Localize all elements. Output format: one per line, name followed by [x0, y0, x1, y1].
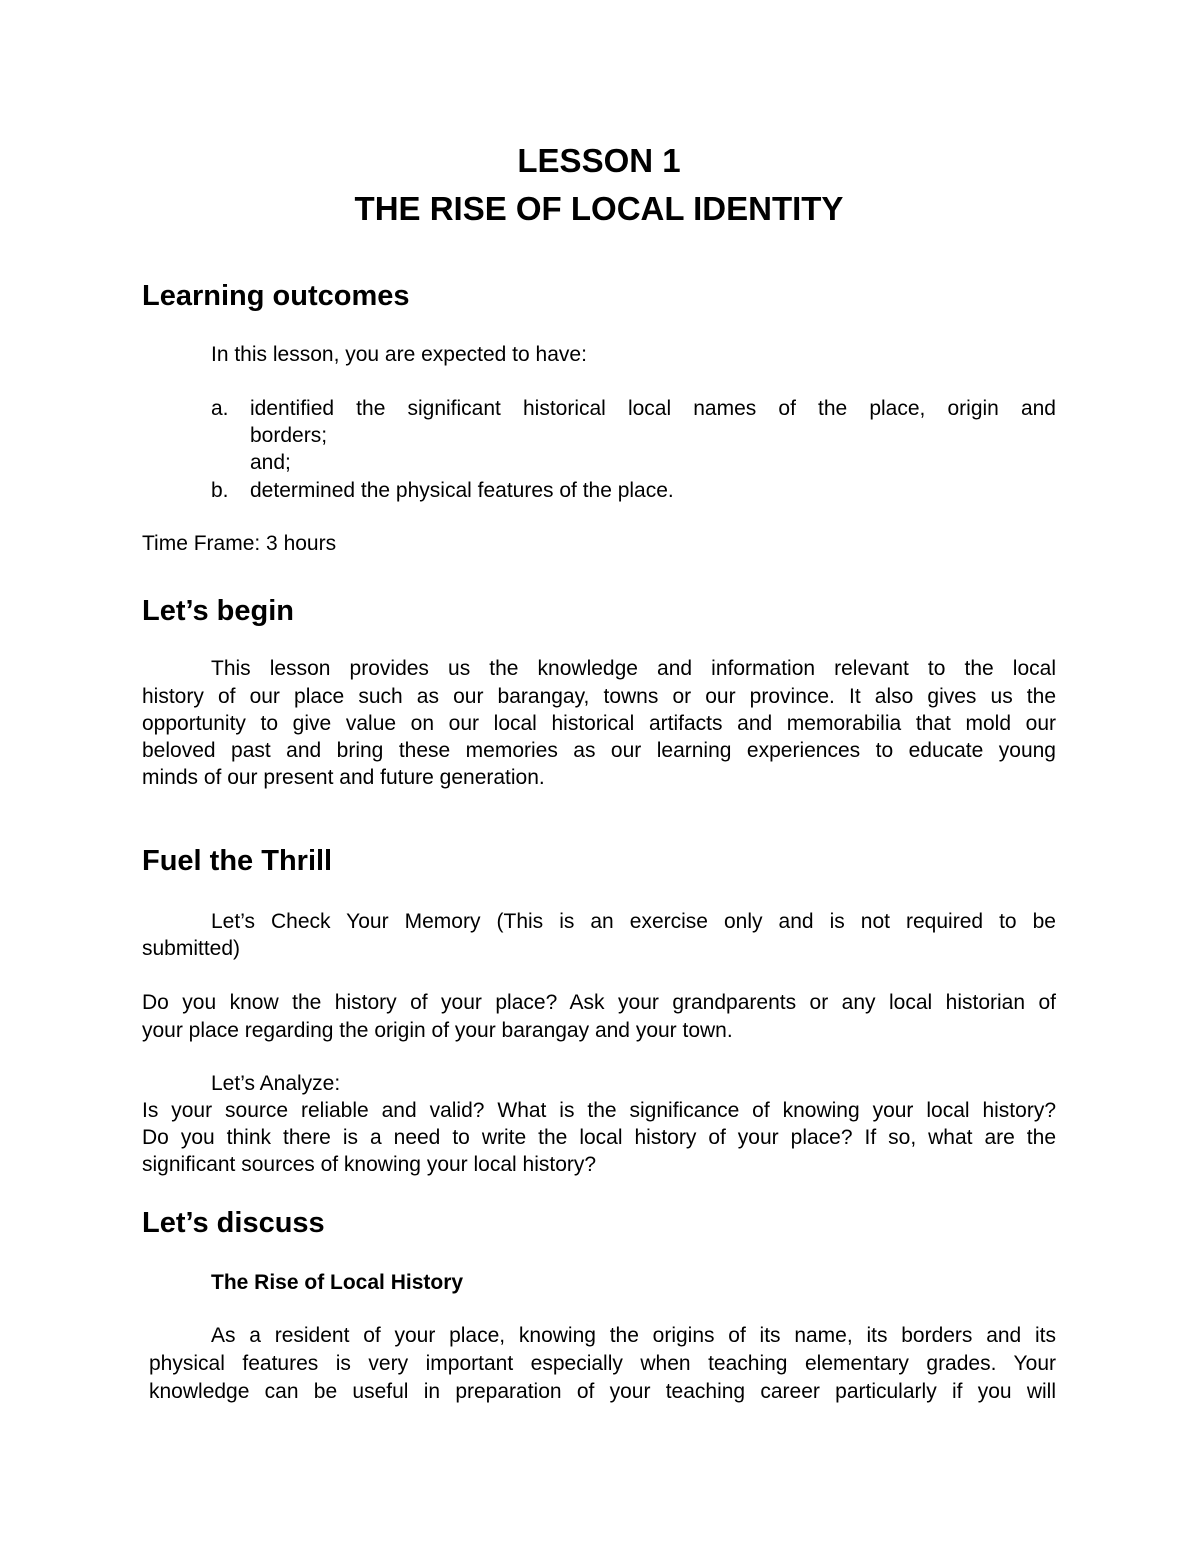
outcome-a-line: and; — [250, 451, 291, 474]
lesson-title: THE RISE OF LOCAL IDENTITY — [354, 190, 844, 227]
begin-paragraph-line: history of our place such as our barangay, towns or our province. It also gives us the — [142, 685, 1056, 708]
discuss-paragraph-line: As a resident of your place, knowing the origins of its name, its borders and its — [211, 1324, 1056, 1347]
discuss-paragraph-line: knowledge can be useful in preparation of your teaching career particularly if you will — [149, 1380, 1056, 1403]
outcome-b-marker: b. — [211, 479, 229, 502]
rise-of-local-history-subheading: The Rise of Local History — [211, 1271, 464, 1294]
analyze-line: Do you think there is a need to write the local history of your place? If so, what are the — [142, 1126, 1056, 1149]
check-memory-line: Let’s Check Your Memory (This is an exercise only and is not required to be — [211, 910, 1056, 933]
discuss-paragraph-line: physical features is very important especially when teaching elementary grades. Your — [149, 1352, 1056, 1375]
time-frame: Time Frame: 3 hours — [142, 532, 337, 555]
begin-paragraph-line: This lesson provides us the knowledge and information relevant to the local — [211, 657, 1056, 680]
begin-paragraph-line: beloved past and bring these memories as our learning experiences to educate young — [142, 739, 1056, 762]
learning-outcomes-heading: Learning outcomes — [142, 280, 410, 312]
outcome-a-line: identified the significant historical local names of the place, origin and — [250, 397, 1056, 420]
begin-paragraph-line: minds of our present and future generation. — [142, 766, 545, 789]
analyze-label: Let’s Analyze: — [211, 1072, 341, 1095]
outcome-b-text: determined the physical features of the place. — [250, 479, 674, 502]
history-question-line: Do you know the history of your place? Ask your grandparents or any local historian of — [142, 991, 1056, 1014]
outcome-a-marker: a. — [211, 397, 229, 420]
analyze-line: significant sources of knowing your local history? — [142, 1153, 597, 1176]
analyze-line: Is your source reliable and valid? What is the significance of knowing your local history? — [142, 1099, 1056, 1122]
lets-begin-heading: Let’s begin — [142, 595, 294, 627]
outcomes-intro: In this lesson, you are expected to have: — [211, 343, 587, 366]
history-question-line: your place regarding the origin of your barangay and your town. — [142, 1019, 733, 1042]
lets-discuss-heading: Let’s discuss — [142, 1207, 325, 1239]
outcome-a-line: borders; — [250, 424, 328, 447]
check-memory-line: submitted) — [142, 937, 241, 960]
fuel-the-thrill-heading: Fuel the Thrill — [142, 845, 333, 877]
lesson-number: LESSON 1 — [517, 142, 681, 179]
begin-paragraph-line: opportunity to give value on our local historical artifacts and memorabilia that mold our — [142, 712, 1056, 735]
